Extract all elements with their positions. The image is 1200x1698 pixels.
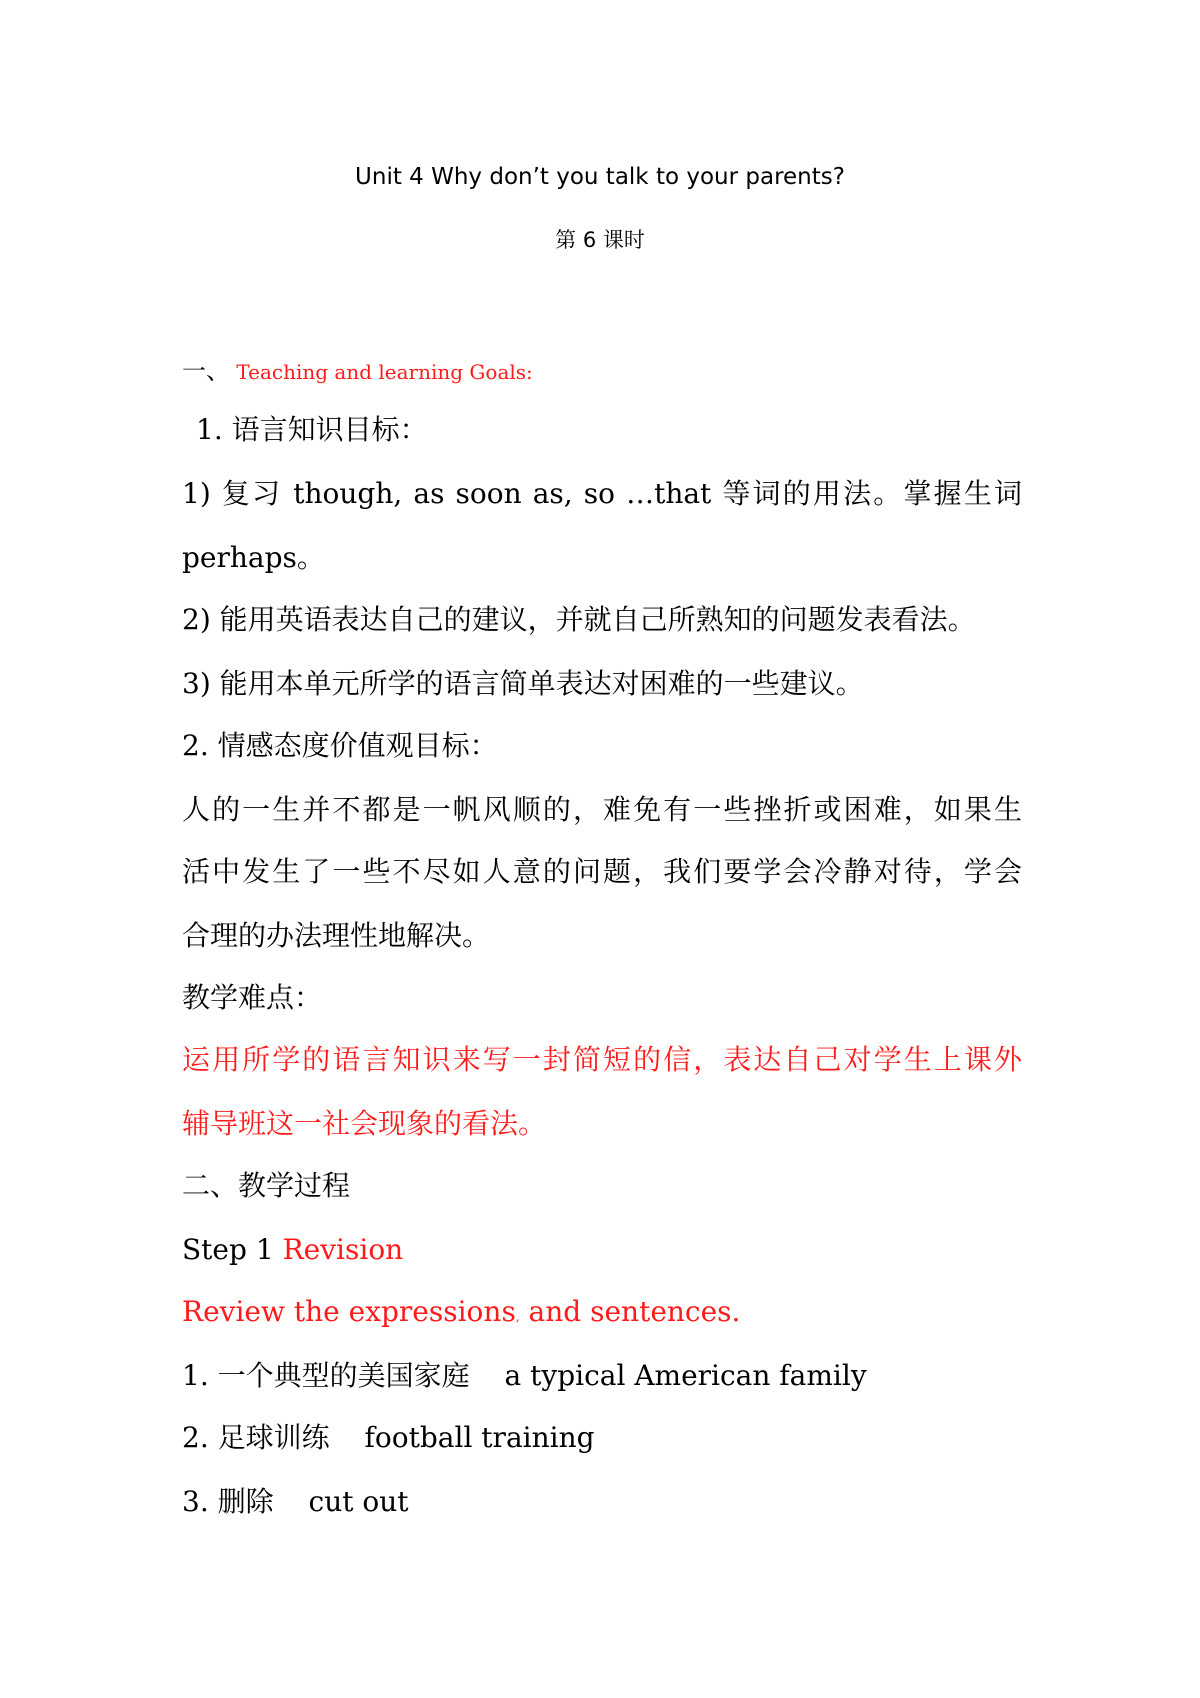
step1-instruction-part1: Review the expressions bbox=[182, 1295, 516, 1328]
emotion-goal-title: 2. 情感态度价值观目标： bbox=[182, 729, 498, 762]
goal-item-3: 3) 能用本单元所学的语言简单表达对困难的一些建议。 bbox=[182, 667, 864, 700]
goal-item-1-line-1: 1) 复习 though, as soon as, so …that 等词的用法。掌握生词 bbox=[182, 477, 1022, 510]
section1-title: Teaching and learning Goals: bbox=[236, 360, 533, 384]
expression-chinese: 一个典型的美国家庭 bbox=[217, 1359, 470, 1392]
emotion-text-line-2: 活中发生了一些不尽如人意的问题，我们要学会冷静对待，学会 bbox=[182, 855, 1022, 888]
step1-label: Step 1 bbox=[182, 1233, 274, 1266]
expression-english: cut out bbox=[308, 1485, 409, 1518]
expression-number: 3. bbox=[182, 1485, 209, 1518]
step1-instruction bbox=[182, 1292, 1022, 1337]
expression-number: 2. bbox=[182, 1421, 209, 1454]
expression-item bbox=[182, 1482, 1022, 1522]
page-title: Unit 4 Why don’t you talk to your parents? bbox=[355, 164, 845, 190]
difficulty-text-line-1: 运用所学的语言知识来写一封简短的信，表达自己对学生上课外 bbox=[182, 1043, 1022, 1076]
expression-item bbox=[182, 1418, 1022, 1458]
expression-english: a typical American family bbox=[504, 1359, 867, 1392]
difficulty-title: 教学难点： bbox=[182, 981, 323, 1014]
expression-english: football training bbox=[364, 1421, 595, 1454]
expression-item bbox=[182, 1356, 1022, 1396]
section1-heading bbox=[182, 354, 1022, 389]
section1-prefix: 一、 bbox=[182, 357, 230, 385]
emotion-text-line-3: 合理的办法理性地解决。 bbox=[182, 919, 491, 952]
difficulty-text-line-2: 辅导班这一社会现象的看法。 bbox=[182, 1107, 547, 1140]
expression-chinese: 删除 bbox=[217, 1485, 274, 1518]
expression-number: 1. bbox=[182, 1359, 209, 1392]
lesson-number: 第 6 课时 bbox=[555, 228, 645, 252]
section2-heading: 二、教学过程 bbox=[182, 1169, 351, 1202]
step1-instruction-comma: , bbox=[515, 1310, 520, 1324]
step1-heading bbox=[182, 1230, 1022, 1270]
goal-item-2: 2) 能用英语表达自己的建议，并就自己所熟知的问题发表看法。 bbox=[182, 603, 976, 636]
step1-name: Revision bbox=[282, 1233, 404, 1266]
step1-instruction-part2: and sentences. bbox=[519, 1295, 741, 1328]
goal-item-1-line-2: perhaps。 bbox=[182, 541, 325, 574]
emotion-text-line-1: 人的一生并不都是一帆风顺的，难免有一些挫折或困难，如果生 bbox=[182, 793, 1022, 826]
knowledge-goal-title: 1. 语言知识目标： bbox=[196, 413, 428, 446]
expression-chinese: 足球训练 bbox=[217, 1421, 330, 1454]
